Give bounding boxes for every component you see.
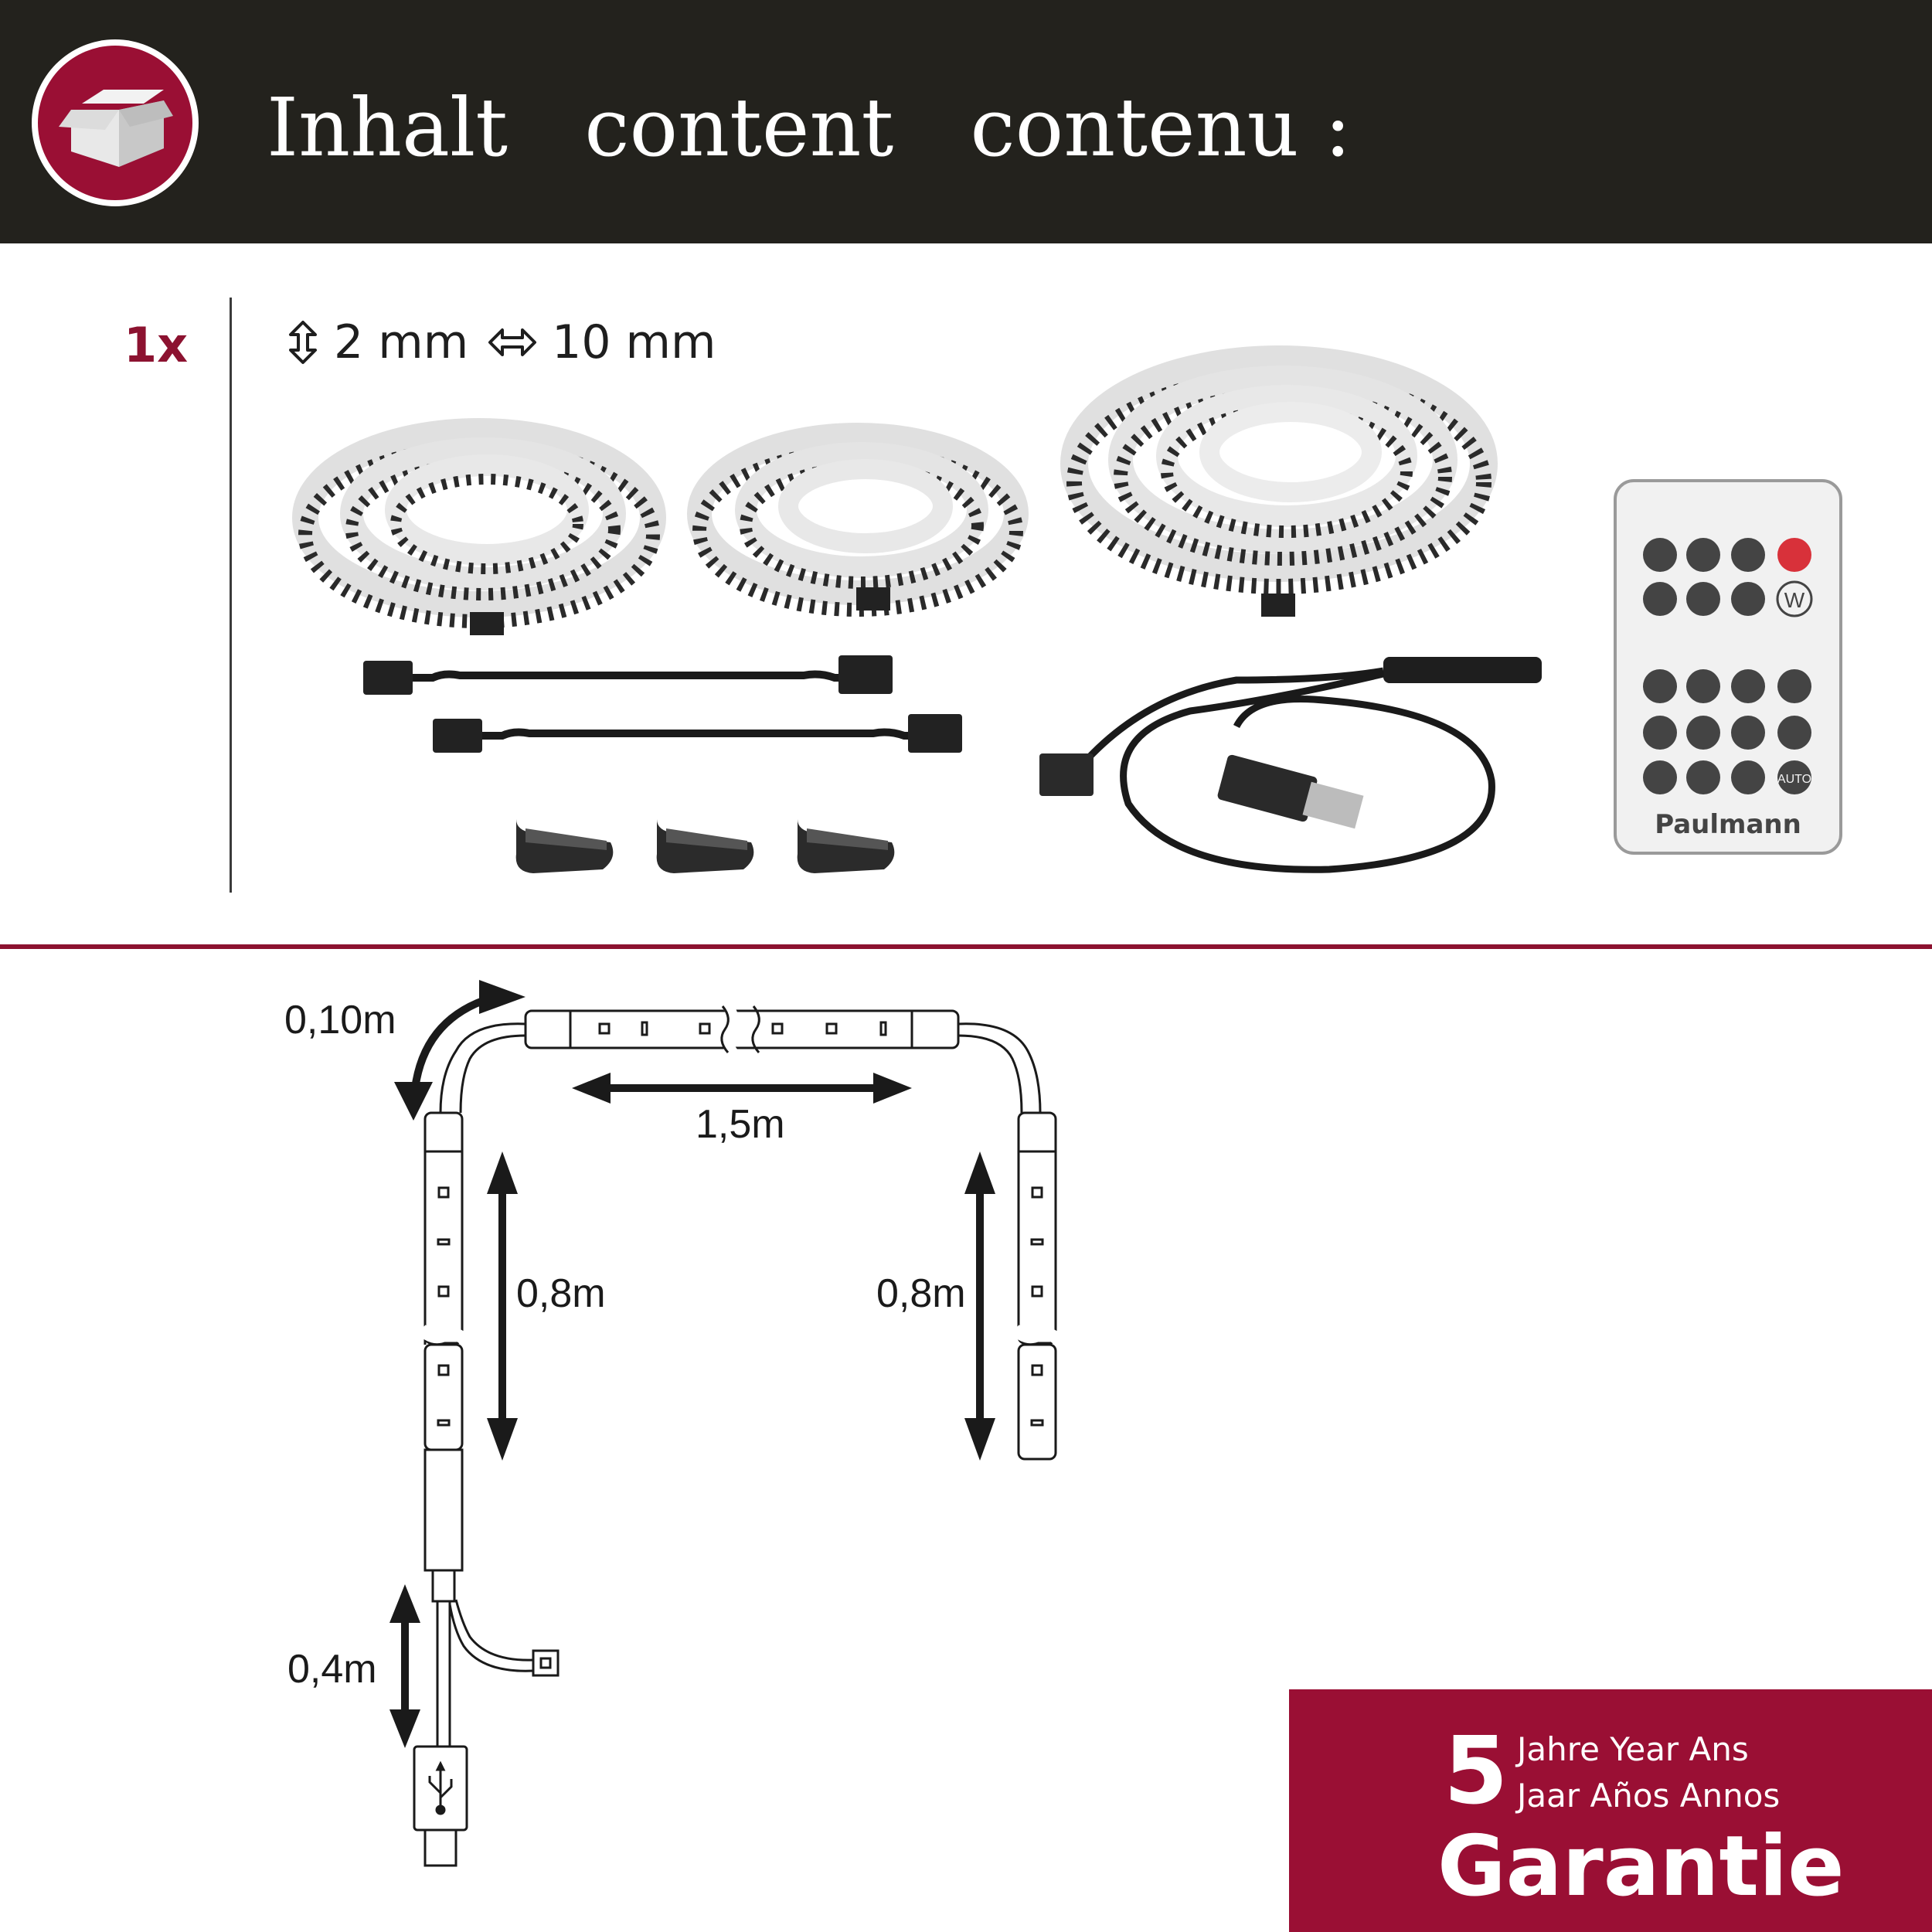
page-title: Inhalt content contenu : xyxy=(267,80,1352,175)
warranty-label: Garantie xyxy=(1437,1818,1845,1915)
installation-diagram xyxy=(0,951,1314,1932)
svg-text:W: W xyxy=(1784,588,1805,612)
connector-cable xyxy=(363,655,893,695)
cable-length-label: 0,4m xyxy=(287,1647,377,1692)
height-value: 2 mm xyxy=(334,315,469,369)
header-bar xyxy=(0,0,1932,243)
cable-clip xyxy=(657,819,754,873)
warranty-years-text: Jahre Year Ans xyxy=(1517,1730,1749,1768)
top-length-label: 1,5m xyxy=(696,1102,785,1147)
svg-text:AUTO: AUTO xyxy=(1777,773,1812,786)
quantity-label: 1x xyxy=(124,317,189,373)
led-strip-roll xyxy=(1074,359,1484,617)
svg-text:Paulmann: Paulmann xyxy=(1655,809,1801,840)
warranty-years: 5 xyxy=(1444,1718,1509,1825)
connector-cable xyxy=(433,714,962,753)
package-box-icon xyxy=(28,36,202,210)
warranty-badge xyxy=(1289,1689,1932,1932)
right-length-label: 0,8m xyxy=(876,1271,966,1316)
warranty-years-text-2: Jaar Años Annos xyxy=(1517,1777,1781,1815)
remote-control xyxy=(1615,481,1841,853)
led-strip-roll xyxy=(305,431,653,635)
section-divider xyxy=(0,944,1932,949)
led-strip-roll xyxy=(699,435,1016,611)
product-contents-illustration xyxy=(0,332,1932,889)
cable-clip xyxy=(516,819,614,873)
corner-length-label: 0,10m xyxy=(284,998,396,1043)
width-value: 10 mm xyxy=(552,315,716,369)
left-length-label: 0,8m xyxy=(516,1271,606,1316)
cable-clip xyxy=(798,819,895,873)
usb-controller-cable xyxy=(1039,657,1542,869)
